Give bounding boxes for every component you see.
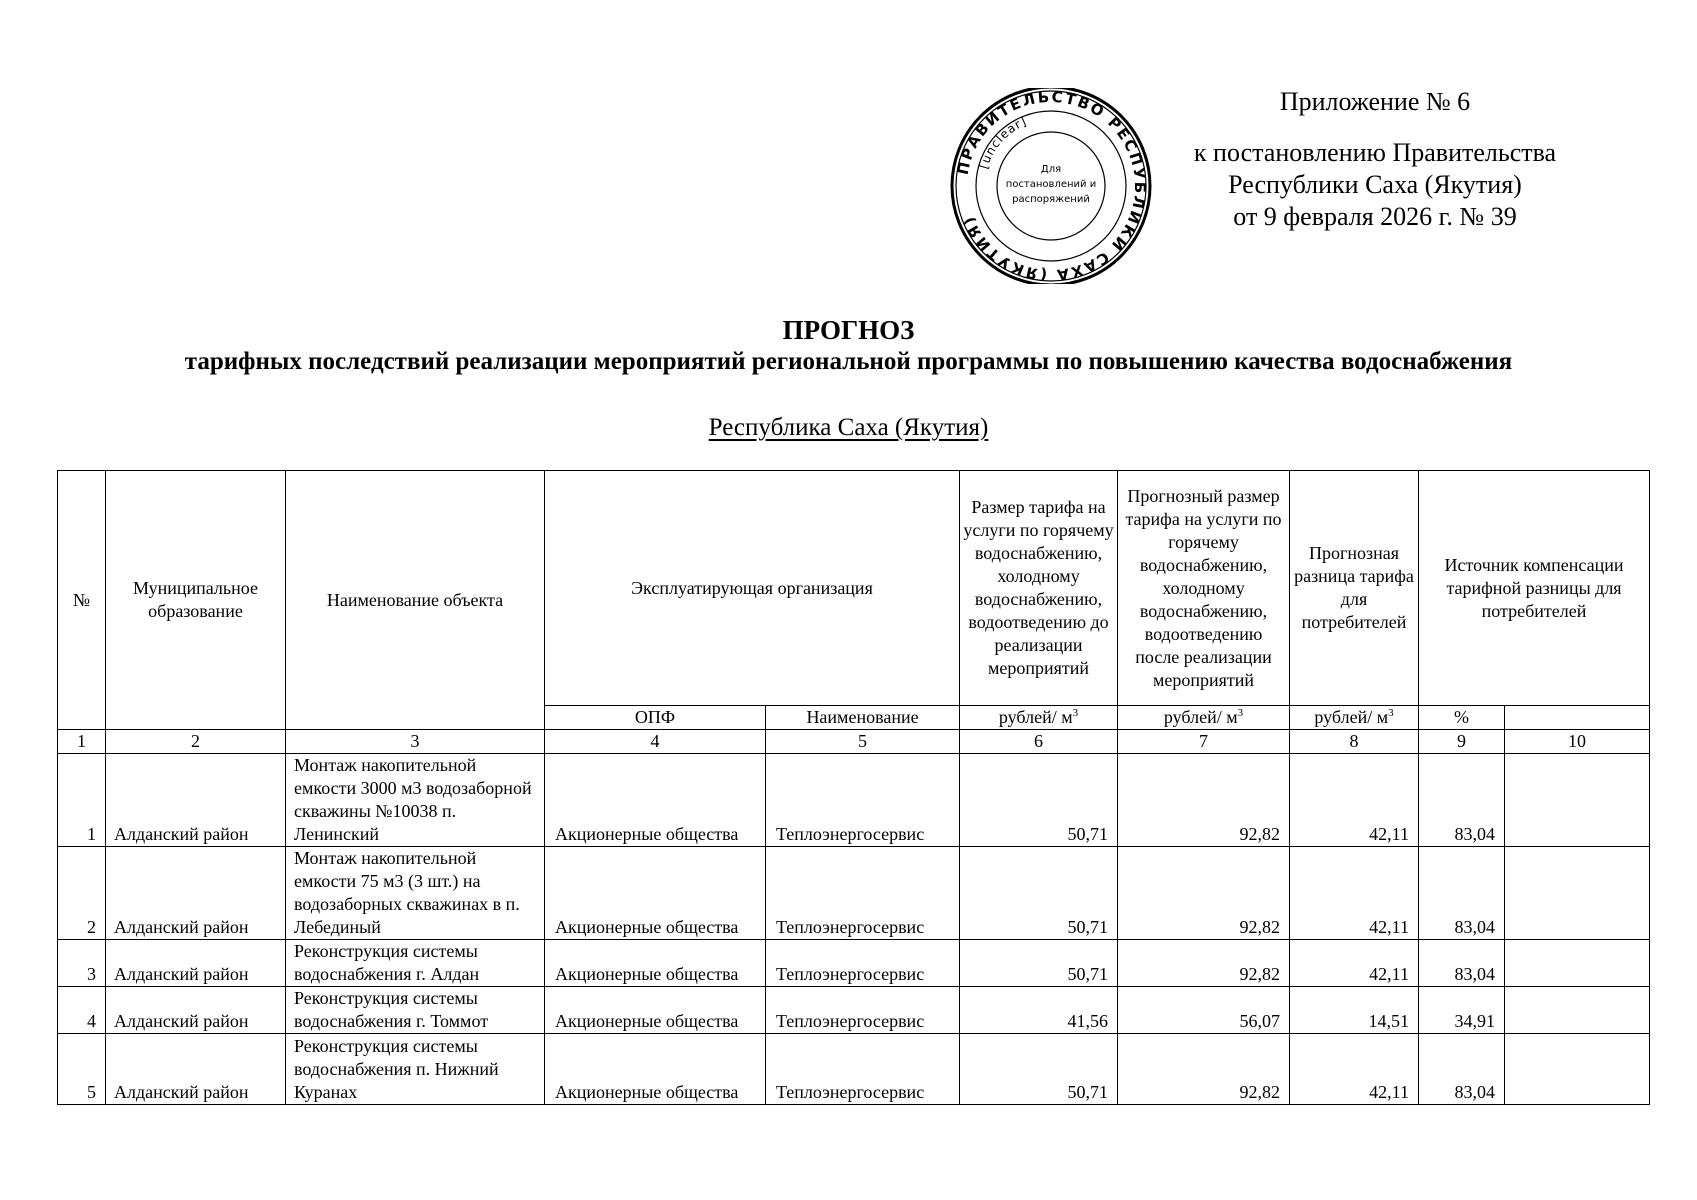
row-object: Реконструкция системы водоснабжения п. Нижний Куранах [286,1034,545,1105]
document-subtitle: тарифных последствий реализации мероприятий региональной программы по повышению качества водоснабжения [184,348,1513,375]
row-diff-rub: 42,11 [1290,940,1419,987]
table-row [58,940,1650,987]
subheader-unit-before [960,706,1118,730]
row-municipality: Алданский район [106,940,286,987]
column-number: 3 [286,730,545,754]
subheader-name: Наименование [766,706,960,730]
row-compensation [1505,847,1650,940]
row-compensation [1505,1034,1650,1105]
subheader-percent: % [1419,706,1505,730]
unit-after-text: рублей/ м [1163,707,1238,727]
row-opf: Акционерные общества [545,847,766,940]
row-object: Монтаж накопительной емкости 75 м3 (3 шт.) на водозаборных скважинах в п. Лебединый [286,847,545,940]
row-num: 3 [58,940,106,987]
header-tariff-before: Размер тарифа на услуги по горячему водоснабжению, холодному водоснабжению, водоотведению до реализации мероприятий [960,471,1118,706]
row-tariff-before: 41,56 [960,987,1118,1034]
row-num: 5 [58,1034,106,1105]
document-title: ПРОГНОЗ [782,315,915,345]
row-diff-rub: 42,11 [1290,1034,1419,1105]
row-diff-pct: 83,04 [1419,940,1505,987]
row-municipality: Алданский район [106,847,286,940]
row-municipality: Алданский район [106,754,286,847]
table-row [58,754,1650,847]
column-number: 2 [106,730,286,754]
row-tariff-after: 92,82 [1118,754,1290,847]
header-difference: Прогнозная разница тарифа для потребителей [1290,471,1419,706]
appendix-reference [1115,86,1635,233]
row-tariff-before: 50,71 [960,754,1118,847]
subheader-unit-diff [1290,706,1419,730]
row-diff-pct: 34,91 [1419,987,1505,1034]
appendix-title: Приложение № 6 [1279,87,1471,116]
seal-inner-text: [unclear] [976,114,1029,171]
unit-diff-text: рублей/ м [1314,707,1389,727]
seal-center-line3: распоряжений [1012,194,1090,205]
column-number: 4 [545,730,766,754]
row-diff-pct: 83,04 [1419,847,1505,940]
table-row [58,1034,1650,1105]
table-row [58,987,1650,1034]
table-header-row [58,471,1650,706]
appendix-line-republic: Республики Саха (Якутия) [1228,170,1522,199]
seal-center-line2: постановлений и [1005,179,1097,190]
row-tariff-after: 92,82 [1118,847,1290,940]
table-row [58,847,1650,940]
appendix-line-date: от 9 февраля 2026 г. № 39 [1233,202,1517,231]
row-tariff-after: 56,07 [1118,987,1290,1034]
row-compensation [1505,754,1650,847]
region-name [0,412,1697,444]
row-diff-pct: 83,04 [1419,754,1505,847]
row-opf: Акционерные общества [545,1034,766,1105]
row-compensation [1505,940,1650,987]
header-object: Наименование объекта [286,471,545,730]
row-opf: Акционерные общества [545,754,766,847]
row-diff-rub: 42,11 [1290,847,1419,940]
unit-before-text: рублей/ м [998,707,1073,727]
row-tariff-after: 92,82 [1118,940,1290,987]
unit-before-sup: 3 [1072,707,1079,719]
row-org-name: Теплоэнергосервис [766,940,960,987]
header-num: № [58,471,106,730]
subheader-opf: ОПФ [545,706,766,730]
column-number: 8 [1290,730,1419,754]
column-number: 9 [1419,730,1505,754]
row-compensation [1505,987,1650,1034]
subheader-empty [1505,706,1650,730]
column-number: 7 [1118,730,1290,754]
row-opf: Акционерные общества [545,987,766,1034]
row-municipality: Алданский район [106,1034,286,1105]
column-number: 5 [766,730,960,754]
row-num: 4 [58,987,106,1034]
row-tariff-before: 50,71 [960,1034,1118,1105]
row-diff-rub: 42,11 [1290,754,1419,847]
forecast-table [57,470,1650,1105]
unit-after-sup: 3 [1237,707,1244,719]
header-municipality: Муниципальное образование [106,471,286,730]
unit-diff-sup: 3 [1388,707,1394,719]
appendix-line-decree: к постановлению Правительства [1193,138,1557,167]
seal-center-line1: Для [1040,164,1062,175]
row-municipality: Алданский район [106,987,286,1034]
row-org-name: Теплоэнергосервис [766,1034,960,1105]
row-org-name: Теплоэнергосервис [766,847,960,940]
column-number: 6 [960,730,1118,754]
header-operator: Эксплуатирующая организация [545,471,960,706]
row-org-name: Теплоэнергосервис [766,754,960,847]
row-tariff-before: 50,71 [960,847,1118,940]
row-diff-rub: 14,51 [1290,987,1419,1034]
row-object: Монтаж накопительной емкости 3000 м3 водозаборной скважины №10038 п. Ленинский [286,754,545,847]
row-org-name: Теплоэнергосервис [766,987,960,1034]
subheader-unit-after [1118,706,1290,730]
row-diff-pct: 83,04 [1419,1034,1505,1105]
header-compensation: Источник компенсации тарифной разницы для потребителей [1419,471,1650,706]
row-object: Реконструкция системы водоснабжения г. Томмот [286,987,545,1034]
column-numbers-row [58,730,1650,754]
row-tariff-after: 92,82 [1118,1034,1290,1105]
row-opf: Акционерные общества [545,940,766,987]
row-tariff-before: 50,71 [960,940,1118,987]
column-number: 1 [58,730,106,754]
column-number: 10 [1505,730,1650,754]
header-tariff-after: Прогнозный размер тарифа на услуги по горячему водоснабжению, холодному водоснабжению, водоотведению после реализации мероприятий [1118,471,1290,706]
region-name-text: Республика Саха (Якутия) [708,414,989,441]
row-num: 1 [58,754,106,847]
row-num: 2 [58,847,106,940]
seal-outer-text: ПРАВИТЕЛЬСТВО РЕСПУБЛИКИ САХА (ЯКУТИЯ) [953,88,1150,284]
row-object: Реконструкция системы водоснабжения г. Алдан [286,940,545,987]
